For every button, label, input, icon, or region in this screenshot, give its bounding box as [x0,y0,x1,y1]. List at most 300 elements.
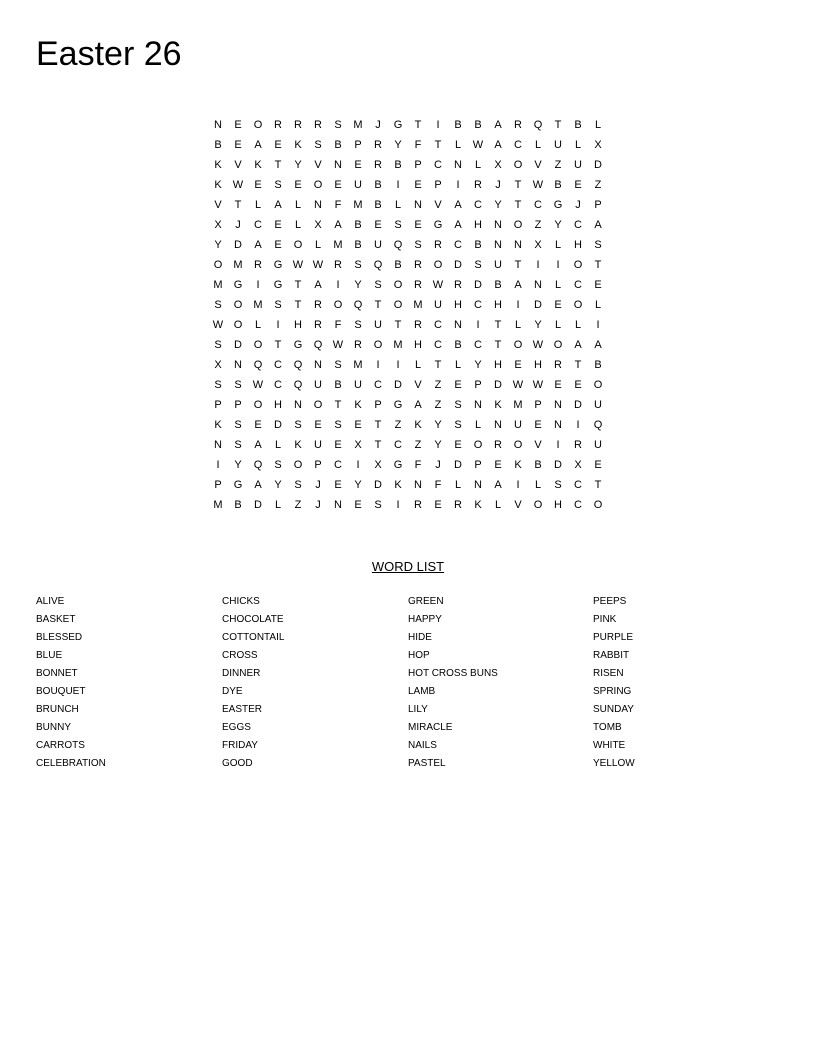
grid-letter: B [334,379,342,391]
grid-letter: E [254,179,262,191]
grid-letter: L [314,239,322,251]
word-list-item: MIRACLE [408,722,453,733]
grid-letter: L [454,139,462,151]
grid-letter: L [554,239,562,251]
grid-letter: N [234,359,242,371]
word-list-column [593,593,773,773]
grid-letter: K [214,419,222,431]
grid-letter: G [393,119,403,131]
grid-letter: I [516,479,520,491]
word-list-item: BASKET [36,614,76,625]
grid-letter: A [254,139,262,151]
grid-letter: L [574,139,582,151]
grid-letter: R [254,259,262,271]
grid-letter: Z [434,399,442,411]
grid-letter: K [494,399,502,411]
grid-letter: H [274,399,282,411]
grid-letter: F [434,479,442,491]
grid-letter: P [474,459,482,471]
grid-row [208,335,608,355]
grid-letter: B [454,339,462,351]
word-list-column [408,593,588,773]
grid-letter: K [254,159,262,171]
grid-letter: A [514,279,522,291]
grid-letter: T [274,159,282,171]
grid-letter: I [376,359,380,371]
grid-letter: T [334,399,342,411]
grid-letter: U [354,379,362,391]
grid-letter: V [534,439,542,451]
grid-letter: N [494,219,502,231]
grid-letter: K [514,459,522,471]
grid-letter: Q [293,379,303,391]
grid-letter: M [333,239,343,251]
grid-letter: P [234,399,242,411]
grid-letter: B [234,499,242,511]
grid-letter: E [254,419,262,431]
word-list-item: EASTER [222,704,263,715]
grid-letter: G [293,339,303,351]
grid-letter: Q [253,359,263,371]
grid-letter: C [374,379,382,391]
grid-letter: S [454,419,462,431]
grid-letter: T [374,439,382,451]
grid-letter: R [414,259,422,271]
grid-row [208,115,608,135]
grid-letter: D [454,259,462,271]
grid-letter: D [234,339,242,351]
grid-letter: U [554,139,562,151]
word-list-item: BLUE [36,650,63,661]
grid-letter: T [514,259,522,271]
page-title: Easter 26 [36,35,182,73]
grid-row [208,435,608,455]
word-list-item: RISEN [593,668,624,679]
grid-letter: C [574,279,582,291]
word-list-item: CROSS [222,650,258,661]
grid-letter: E [334,179,342,191]
grid-letter: B [454,119,462,131]
grid-letter: S [214,299,222,311]
grid-letter: W [212,319,224,331]
grid-letter: P [474,379,482,391]
grid-letter: A [454,199,462,211]
grid-letter: N [474,479,482,491]
grid-letter: Y [234,459,242,471]
grid-letter: N [294,399,302,411]
grid-letter: W [292,259,304,271]
grid-letter: K [474,499,482,511]
grid-letter: X [354,439,362,451]
grid-letter: T [274,339,282,351]
grid-letter: T [554,119,562,131]
grid-letter: S [274,299,282,311]
grid-letter: G [393,459,403,471]
grid-letter: T [594,259,602,271]
grid-letter: D [274,419,282,431]
grid-letter: B [214,139,222,151]
grid-row [208,455,608,475]
grid-letter: E [334,439,342,451]
grid-letter: B [374,199,382,211]
grid-letter: T [374,419,382,431]
word-list-item: PASTEL [408,758,446,769]
grid-letter: I [356,459,360,471]
grid-letter: T [394,319,402,331]
grid-letter: S [294,419,302,431]
word-list-item: GREEN [408,596,444,607]
grid-letter: M [413,299,423,311]
grid-letter: T [294,279,302,291]
grid-letter: H [494,359,502,371]
grid-letter: V [234,159,242,171]
grid-letter: L [534,479,542,491]
grid-letter: Q [293,359,303,371]
grid-letter: M [233,259,243,271]
grid-letter: B [374,179,382,191]
word-list-item: ALIVE [36,596,65,607]
grid-letter: C [434,159,442,171]
grid-letter: U [594,399,602,411]
grid-letter: B [534,459,542,471]
grid-letter: I [596,319,600,331]
grid-letter: Y [434,439,442,451]
grid-letter: R [334,259,342,271]
grid-letter: S [274,459,282,471]
grid-row [208,175,608,195]
grid-letter: S [394,219,402,231]
grid-letter: H [534,359,542,371]
grid-letter: Q [253,459,263,471]
grid-letter: A [454,219,462,231]
grid-letter: O [573,259,583,271]
grid-letter: G [433,219,443,231]
grid-letter: M [513,399,523,411]
grid-letter: B [574,119,582,131]
grid-letter: I [396,179,400,191]
grid-letter: E [354,159,362,171]
grid-letter: R [414,279,422,291]
grid-letter: O [513,159,523,171]
grid-letter: M [353,119,363,131]
grid-letter: G [233,279,243,291]
word-list-item: COTTONTAIL [222,632,285,643]
word-list-item: HIDE [408,632,432,643]
grid-letter: D [554,459,562,471]
grid-row [208,315,608,335]
grid-letter: A [414,399,422,411]
grid-letter: E [454,379,462,391]
grid-letter: T [434,139,442,151]
grid-letter: I [396,499,400,511]
grid-letter: D [494,379,502,391]
grid-letter: H [574,239,582,251]
grid-letter: O [253,399,263,411]
grid-letter: D [574,399,582,411]
grid-letter: T [594,479,602,491]
grid-letter: T [514,179,522,191]
grid-letter: R [314,299,322,311]
grid-letter: F [334,319,342,331]
grid-letter: R [494,439,502,451]
grid-letter: Z [434,379,442,391]
grid-letter: K [394,479,402,491]
grid-letter: E [434,499,442,511]
grid-letter: B [554,179,562,191]
grid-letter: N [454,319,462,331]
grid-letter: O [213,259,223,271]
grid-letter: S [374,279,382,291]
grid-letter: T [494,319,502,331]
grid-letter: S [234,419,242,431]
grid-letter: V [534,159,542,171]
grid-row [208,215,608,235]
grid-letter: W [332,339,344,351]
grid-letter: L [514,319,522,331]
word-list-item: BLESSED [36,632,83,643]
word-list-item: SUNDAY [593,704,634,715]
grid-letter: K [214,179,222,191]
grid-letter: V [434,199,442,211]
grid-letter: N [474,399,482,411]
grid-letter: N [414,479,422,491]
grid-letter: L [594,299,602,311]
grid-letter: G [273,259,283,271]
grid-letter: G [273,279,283,291]
word-list-column [36,593,216,773]
grid-letter: F [414,139,422,151]
word-list-item: SPRING [593,686,632,697]
grid-letter: T [494,339,502,351]
word-list-item: PEEPS [593,596,627,607]
grid-letter: O [233,319,243,331]
grid-letter: P [594,199,602,211]
grid-letter: Y [354,479,362,491]
grid-letter: T [434,359,442,371]
word-list-item: GOOD [222,758,253,769]
grid-letter: O [553,339,563,351]
grid-letter: L [454,479,462,491]
grid-letter: L [534,139,542,151]
grid-letter: N [314,199,322,211]
grid-letter: D [374,479,382,491]
grid-row [208,295,608,315]
grid-letter: O [513,339,523,351]
grid-letter: U [314,379,322,391]
grid-letter: E [534,419,542,431]
grid-letter: O [473,439,483,451]
grid-letter: E [554,299,562,311]
grid-letter: S [474,259,482,271]
grid-row [208,155,608,175]
grid-letter: R [414,499,422,511]
grid-letter: R [454,499,462,511]
grid-letter: E [574,379,582,391]
grid-letter: R [314,119,322,131]
grid-letter: R [354,339,362,351]
grid-letter: I [576,419,580,431]
grid-letter: N [554,399,562,411]
grid-letter: C [574,499,582,511]
grid-letter: U [494,259,502,271]
grid-letter: D [394,379,402,391]
grid-letter: J [435,459,441,471]
grid-letter: S [354,259,362,271]
grid-letter: L [454,359,462,371]
word-list-item: NAILS [408,740,437,751]
grid-letter: Y [214,239,222,251]
word-list-item: PURPLE [593,632,634,643]
grid-letter: O [593,499,603,511]
grid-letter: E [354,419,362,431]
grid-letter: Z [294,499,302,511]
word-list-item: FRIDAY [222,740,258,751]
grid-letter: I [336,279,340,291]
word-list-item: TOMB [593,722,622,733]
grid-letter: P [374,399,382,411]
grid-letter: K [294,439,302,451]
grid-letter: D [534,299,542,311]
grid-letter: S [234,439,242,451]
grid-letter: E [414,219,422,231]
grid-letter: O [393,299,403,311]
grid-letter: C [474,199,482,211]
grid-letter: E [374,219,382,231]
grid-letter: N [314,359,322,371]
grid-letter: T [514,199,522,211]
grid-letter: W [512,379,524,391]
grid-letter: M [213,499,223,511]
grid-letter: S [294,479,302,491]
grid-letter: E [354,499,362,511]
grid-letter: L [594,119,602,131]
grid-letter: S [214,339,222,351]
grid-letter: O [233,299,243,311]
word-list-item: CELEBRATION [36,758,106,769]
word-list-item: DYE [222,686,243,697]
grid-letter: Y [434,419,442,431]
grid-letter: Q [533,119,543,131]
grid-letter: Y [534,319,542,331]
grid-letter: A [494,139,502,151]
grid-letter: J [495,179,501,191]
grid-letter: U [354,179,362,191]
grid-letter: L [274,439,282,451]
word-list-item: CHICKS [222,596,260,607]
grid-letter: B [354,239,362,251]
grid-letter: O [293,239,303,251]
grid-letter: T [414,119,422,131]
grid-letter: O [393,279,403,291]
grid-letter: D [474,279,482,291]
grid-letter: O [253,119,263,131]
grid-letter: B [334,139,342,151]
grid-letter: G [393,399,403,411]
grid-letter: C [334,459,342,471]
grid-letter: B [474,119,482,131]
grid-letter: S [334,119,342,131]
word-list-item: HOP [408,650,430,661]
grid-letter: I [216,459,220,471]
grid-letter: S [454,399,462,411]
grid-letter: U [374,319,382,331]
grid-letter: E [314,419,322,431]
grid-letter: I [536,259,540,271]
grid-letter: M [253,299,263,311]
grid-letter: E [274,239,282,251]
grid-letter: O [533,499,543,511]
grid-letter: E [294,179,302,191]
grid-letter: J [375,119,381,131]
grid-letter: I [556,259,560,271]
grid-row [208,495,608,515]
grid-letter: C [534,199,542,211]
grid-letter: W [432,279,444,291]
grid-letter: S [414,239,422,251]
grid-letter: R [454,279,462,291]
grid-letter: R [274,119,282,131]
grid-letter: O [433,259,443,271]
grid-row [208,275,608,295]
grid-letter: O [313,399,323,411]
grid-row [208,415,608,435]
grid-letter: P [214,399,222,411]
grid-letter: U [434,299,442,311]
grid-letter: E [594,459,602,471]
grid-letter: X [374,459,382,471]
grid-letter: E [454,439,462,451]
grid-letter: I [256,279,260,291]
grid-letter: E [274,139,282,151]
grid-letter: N [514,239,522,251]
grid-letter: M [393,339,403,351]
grid-letter: S [274,179,282,191]
grid-letter: E [234,139,242,151]
grid-row [208,355,608,375]
grid-letter: H [294,319,302,331]
grid-letter: H [414,339,422,351]
grid-letter: U [514,419,522,431]
grid-letter: P [354,139,362,151]
grid-letter: N [494,419,502,431]
grid-letter: L [494,499,502,511]
grid-letter: K [214,159,222,171]
word-list-column [222,593,402,773]
grid-letter: C [454,239,462,251]
grid-letter: I [436,119,440,131]
word-search-grid [208,115,608,515]
grid-letter: N [214,119,222,131]
grid-letter: S [314,139,322,151]
grid-letter: G [233,479,243,491]
grid-letter: L [394,199,402,211]
grid-letter: C [254,219,262,231]
grid-letter: O [293,459,303,471]
grid-letter: C [274,379,282,391]
grid-letter: S [334,359,342,371]
grid-letter: Y [274,479,282,491]
grid-letter: N [554,419,562,431]
grid-letter: S [554,479,562,491]
grid-letter: T [294,299,302,311]
grid-letter: Q [593,419,603,431]
grid-letter: U [594,439,602,451]
grid-letter: F [334,199,342,211]
grid-letter: P [414,159,422,171]
grid-letter: X [314,219,322,231]
grid-letter: C [434,319,442,331]
grid-letter: W [312,259,324,271]
